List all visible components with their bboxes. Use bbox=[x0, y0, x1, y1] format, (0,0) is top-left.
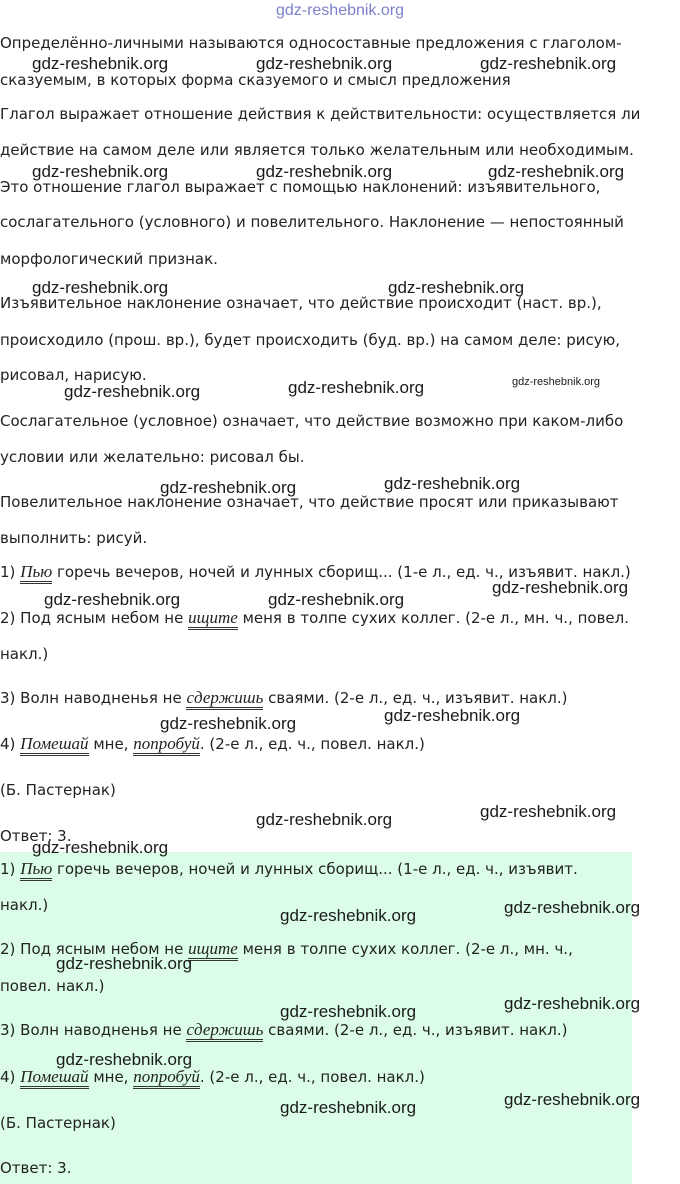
theory-line: Сослагательное (условное) означает, что действие возможно при каком-либо bbox=[0, 412, 624, 430]
underlined-verb: попробуй bbox=[133, 734, 200, 756]
theory-line: выполнить: рисуй. bbox=[0, 529, 148, 547]
answer-author: (Б. Пастернак) bbox=[0, 1114, 116, 1132]
example-text: меня в толпе сухих коллег. (2-е л., мн. ч., bbox=[242, 940, 573, 958]
theory-line: морфологический признак. bbox=[0, 250, 218, 268]
underlined-verb: Помешай bbox=[20, 734, 88, 756]
watermark: gdz-reshebnik.org bbox=[32, 278, 169, 297]
underlined-verb: Помешай bbox=[20, 1067, 88, 1089]
watermark: gdz-reshebnik.org bbox=[256, 810, 393, 829]
example-number: 4) bbox=[0, 1068, 16, 1086]
example-text: сваями. (2-е л., ед. ч., изъявит. накл.) bbox=[268, 689, 568, 707]
watermark: gdz-reshebnik.org bbox=[32, 838, 169, 857]
example-2-cont: накл.) bbox=[0, 645, 49, 663]
watermark: gdz-reshebnik.org bbox=[488, 162, 625, 181]
theory-line: Повелительное наклонение означает, что действие просят или приказывают bbox=[0, 493, 619, 511]
watermark: gdz-reshebnik.org bbox=[280, 1002, 417, 1021]
watermark: gdz-reshebnik.org bbox=[56, 954, 193, 973]
theory-line: Глагол выражает отношение действия к действительности: осуществляется ли bbox=[0, 105, 641, 123]
answer: Ответ: 3. bbox=[0, 827, 72, 845]
watermark: gdz-reshebnik.org bbox=[44, 590, 181, 609]
watermark: gdz-reshebnik.org bbox=[32, 54, 169, 73]
underlined-verb: сдержишь bbox=[186, 1020, 263, 1042]
watermark: gdz-reshebnik.org bbox=[288, 378, 425, 397]
author: (Б. Пастернак) bbox=[0, 781, 116, 799]
watermark: gdz-reshebnik.org bbox=[504, 1090, 641, 1109]
theory-line: происходило (прош. вр.), будет происходить (буд. вр.) на самом деле: рисую, bbox=[0, 331, 621, 349]
example-number: 1) bbox=[0, 860, 16, 878]
answer-example-1-cont: накл.) bbox=[0, 896, 49, 914]
underlined-verb: ищите bbox=[188, 608, 238, 630]
answer-example-3 bbox=[0, 1020, 568, 1040]
underlined-verb: попробуй bbox=[133, 1067, 200, 1089]
watermark: gdz-reshebnik.org bbox=[160, 478, 297, 497]
example-text: мне, bbox=[93, 735, 129, 753]
watermark: gdz-reshebnik.org bbox=[384, 706, 521, 725]
example-text: 3) Волн наводненья не bbox=[0, 689, 182, 707]
theory-line: Определённо-личными называются односоставные предложения с глаголом- bbox=[0, 34, 622, 52]
watermark: gdz-reshebnik.org bbox=[32, 162, 169, 181]
watermark: gdz-reshebnik.org bbox=[504, 994, 641, 1013]
theory-line: сослагательного (условного) и повелительного. Наклонение — непостоянный bbox=[0, 213, 624, 231]
answer-example-1 bbox=[0, 859, 578, 879]
example-text: 2) Под ясным небом не bbox=[0, 609, 184, 627]
example-text: меня в толпе сухих коллег. (2-е л., мн. ч., повел. bbox=[242, 609, 630, 627]
site-title: gdz-reshebnik.org bbox=[275, 2, 405, 19]
example-4 bbox=[0, 734, 425, 754]
underlined-verb: сдержишь bbox=[186, 688, 263, 710]
underlined-verb: Пью bbox=[20, 562, 52, 584]
example-text: горечь вечеров, ночей и лунных сборищ... (1-е л., ед. ч., изъявит. bbox=[56, 860, 578, 878]
watermark: gdz-reshebnik.org bbox=[384, 474, 521, 493]
watermark: gdz-reshebnik.org bbox=[280, 1098, 417, 1117]
watermark: gdz-reshebnik.org bbox=[268, 590, 405, 609]
theory-line: действие на самом деле или является только желательным или необходимым. bbox=[0, 141, 634, 159]
watermark: gdz-reshebnik.org bbox=[480, 802, 617, 821]
underlined-verb: Пью bbox=[20, 859, 52, 881]
example-number: 4) bbox=[0, 735, 16, 753]
example-text: сваями. (2-е л., ед. ч., изъявит. накл.) bbox=[268, 1021, 568, 1039]
answer-final: Ответ: 3. bbox=[0, 1159, 72, 1177]
watermark: gdz-reshebnik.org bbox=[480, 54, 617, 73]
example-text: горечь вечеров, ночей и лунных сборищ... (1-е л., ед. ч., изъявит. накл.) bbox=[56, 563, 631, 581]
theory-line: Изъявительное наклонение означает, что действие происходит (наст. вр.), bbox=[0, 294, 602, 312]
example-text: 2) Под ясным небом не bbox=[0, 940, 184, 958]
watermark: gdz-reshebnik.org bbox=[160, 714, 297, 733]
example-3 bbox=[0, 688, 568, 708]
theory-line: Это отношение глагол выражает с помощью наклонений: изъявительного, bbox=[0, 178, 601, 196]
theory-line: сказуемым, в которых форма сказуемого и смысл предложения bbox=[0, 71, 511, 89]
watermark: gdz-reshebnik.org bbox=[56, 1050, 193, 1069]
theory-line: условии или желательно: рисовал бы. bbox=[0, 448, 305, 466]
watermark: gdz-reshebnik.org bbox=[256, 54, 393, 73]
watermark: gdz-reshebnik.org bbox=[504, 898, 641, 917]
watermark: gdz-reshebnik.org bbox=[256, 162, 393, 181]
answer-example-4 bbox=[0, 1067, 425, 1087]
watermark: gdz-reshebnik.org bbox=[512, 376, 601, 388]
example-text: . (2-е л., ед. ч., повел. накл.) bbox=[199, 735, 425, 753]
underlined-verb: ищите bbox=[188, 939, 238, 961]
example-text: мне, bbox=[93, 1068, 129, 1086]
example-text: 3) Волн наводненья не bbox=[0, 1021, 182, 1039]
watermark: gdz-reshebnik.org bbox=[492, 578, 629, 597]
answer-example-2-cont: повел. накл.) bbox=[0, 977, 105, 995]
example-2 bbox=[0, 608, 629, 628]
example-number: 1) bbox=[0, 563, 16, 581]
watermark: gdz-reshebnik.org bbox=[388, 278, 525, 297]
watermark: gdz-reshebnik.org bbox=[64, 382, 201, 401]
example-text: . (2-е л., ед. ч., повел. накл.) bbox=[199, 1068, 425, 1086]
watermark: gdz-reshebnik.org bbox=[280, 906, 417, 925]
theory-line: рисовал, нарисую. bbox=[0, 366, 147, 384]
